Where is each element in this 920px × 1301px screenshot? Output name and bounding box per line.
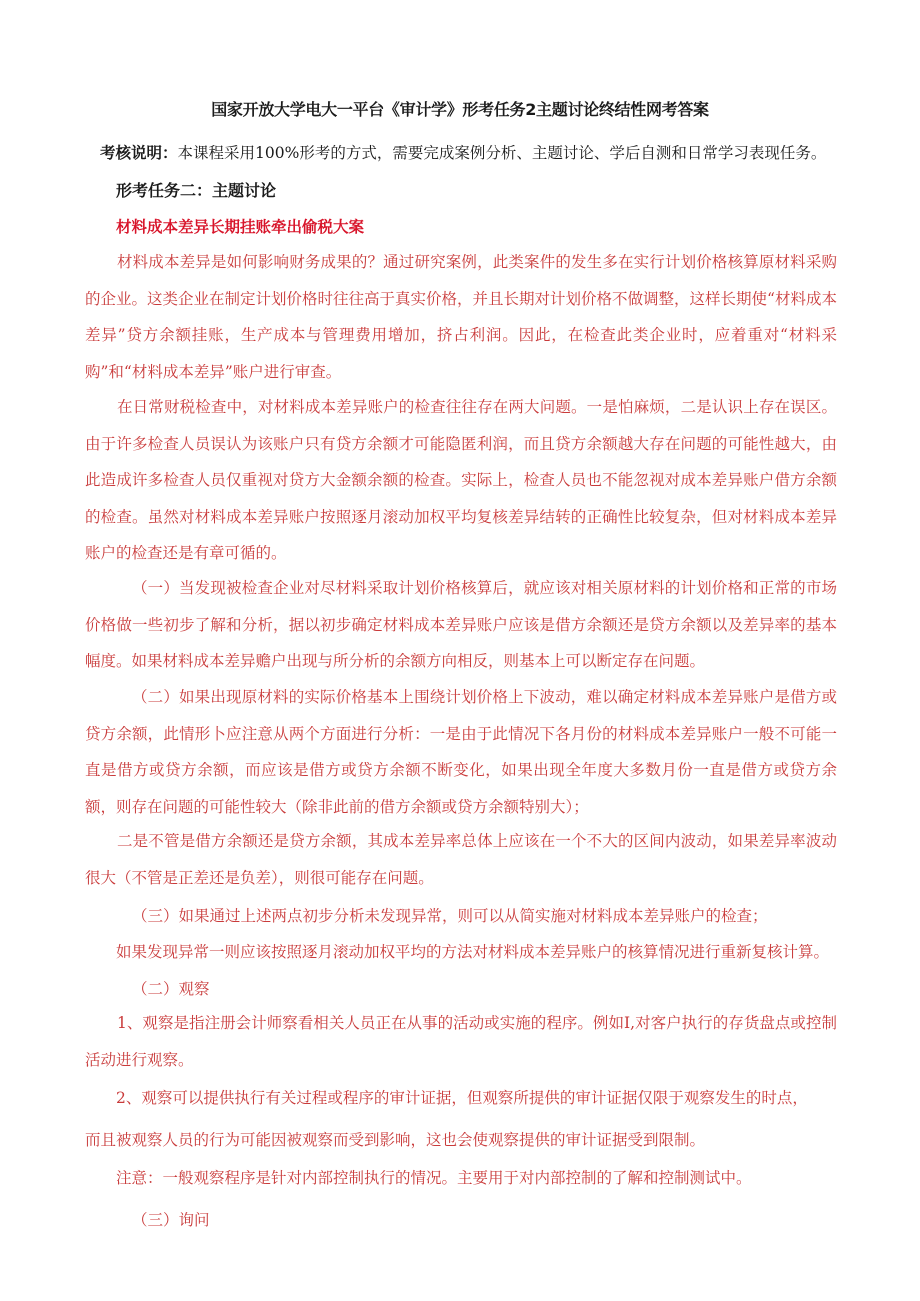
- line-observe-two-a: 2、观察可以提供执行有关过程或程序的审计证据，但观察所提供的审计证据仅限于观察发生的时点，: [116, 1089, 808, 1107]
- paragraph-point-two: （二）如果出现原材料的实际价格基本上围绕计划价格上下波动，难以确定材料成本差异账户是借方或贷方余额，此情形卜应注意从两个方面进行分析：一是由于此情况下各月份的材料成本差异账户一般不可能一直是借方或贷方余额，而应该是借方或贷方余额不断变化，如果出现全年度大多数月份一直是借方或贷方余额，则存在问题的可能性较大（除非此前的借方余额或贷方余额特别大）；: [85, 688, 837, 816]
- section-inquiry-heading: （三）询问: [132, 1211, 210, 1229]
- exam-note-text: 本课程采用100%形考的方式，需要完成案例分析、主题讨论、学后自测和日常学习表现任务。: [177, 144, 827, 162]
- line-note: 注意：一般观察程序是针对内部控制执行的情况。主要用于对内部控制的了解和控制测试中。: [116, 1169, 752, 1187]
- paragraph-point-one: （一）当发现被检查企业对尽材料采取计划价格核算后，就应该对相关原材料的计划价格和正常的市场价格做一些初步了解和分析，据以初步确定材料成本差异账户应该是借方余额还是贷方余额以及差异率的基本幅度。如果材料成本差异赡户出现与所分析的余额方向相反，则基本上可以断定存在问题。: [85, 579, 837, 671]
- paragraph-tax-inspection: 在日常财税检查中，对材料成本差异账户的检查往往存在两大问题。一是怕麻烦，二是认识上存在误区。由于许多检查人员误认为该账户只有贷方余额才可能隐匿利润，而且贷方余额越大存在问题的可能性越大，由此造成许多检查人员仅重视对贷方大金额余额的检查。实际上，检查人员也不能忽视对成本差异账户借方余额的检查。虽然对材料成本差异账户按照逐月滚动加权平均复核差异结转的正确性比较复杂，但对材料成本差异账户的检查还是有章可循的。: [85, 398, 837, 563]
- line-observe-two-b: 而且被观察人员的行为可能因被观察而受到影响，这也会使观察提供的审计证据受到限制。: [85, 1131, 706, 1149]
- paragraph-variance-rate: 二是不管是借方余额还是贷方余额，其成本差异率总体上应该在一个不大的区间内波动，如果差异率波动很大（不管是正差还是负差），则很可能存在问题。: [85, 832, 837, 887]
- paragraph-material-cost: 材料成本差异是如何影响财务成果的？通过研究案例，此类案件的发生多在实行计划价格核算原材料采购的企业。这类企业在制定计划价格时往往高于真实价格，并且长期对计划价格不做调整，这样长期使“材料成本差异”贷方余额挂账，生产成本与管理费用增加，挤占利润。因此，在检查此类企业时，应着重对“材料采购”和“材料成本差异”账户进行审查。: [85, 253, 837, 381]
- line-point-three: （三）如果通过上述两点初步分析未发现异常，则可以从简实施对材料成本差异账户的检查；: [132, 907, 768, 925]
- task-heading: 形考任务二：主题讨论: [116, 181, 277, 200]
- paragraph-observe-one: 1、观察是指注册会计师察看相关人员正在从事的活动或实施的程序。例如I,对客户执行的存货盘点或控制活动进行观察。: [85, 1014, 837, 1069]
- case-title: 材料成本差异长期挂账牵出偷税大案: [116, 218, 365, 236]
- line-recheck: 如果发现异常一则应该按照逐月滚动加权平均的方法对材料成本差异账户的核算情况进行重新复核计算。: [116, 943, 830, 961]
- document-title: 国家开放大学电大一平台《审计学》形考任务2主题讨论终结性网考答案: [211, 100, 709, 119]
- exam-note-label: 考核说明：: [100, 144, 178, 162]
- section-observe-heading: （二）观察: [132, 980, 210, 998]
- exam-note: [100, 141, 840, 163]
